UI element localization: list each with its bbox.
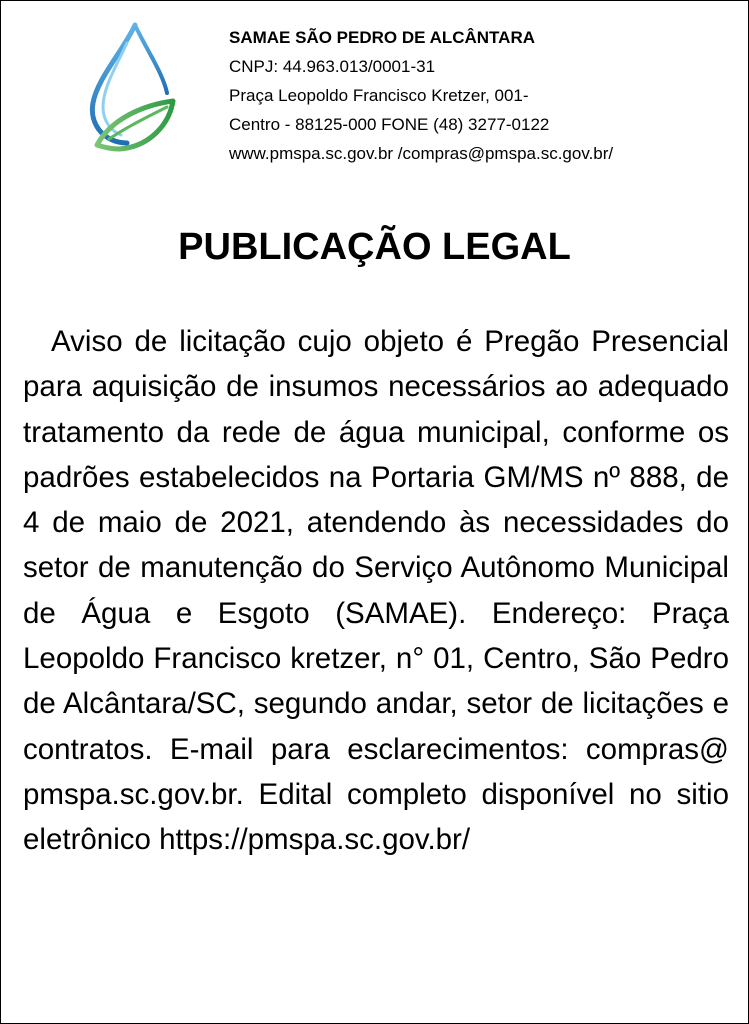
cnpj-line: CNPJ: 44.963.013/0001-31 [229,57,436,76]
samae-logo [83,21,179,159]
letterhead [229,23,729,168]
website-email-line: www.pmspa.sc.gov.br /compras@pmspa.sc.gov.br/ [229,144,614,163]
address-line-1: Praça Leopoldo Francisco Kretzer, 001- [229,86,529,105]
organization-name: SAMAE SÃO PEDRO DE ALCÂNTARA [229,28,536,47]
address-line-2: Centro - 88125-000 FONE (48) 3277-0122 [229,115,550,134]
water-drop-leaf-icon [83,21,179,159]
document-title: PUBLICAÇÃO LEGAL [178,226,571,268]
notice-body: Aviso de licitação cujo objeto é Pregão Presencial para aquisição de insumos necessários ao adequado tratamento da rede de água municipal, conforme os padrões estabelecidos na Portaria GM/MS nº 888, de 4 de maio de 2021, atendendo às necessidades do setor de manutenção do Serviço Autônomo Municipal de Água e Esgoto (SAMAE). Endereço: Praça Leopoldo Francisco kretzer, n° 01, Centro, São Pedro de Alcântara/SC, segundo andar, setor de licitações e contratos. E-mail para esclarecimentos: compras@ pmspa.sc.gov.br. Edital completo disponível no sitio eletrônico https://pmspa.sc.gov.br/ [23,325,729,857]
